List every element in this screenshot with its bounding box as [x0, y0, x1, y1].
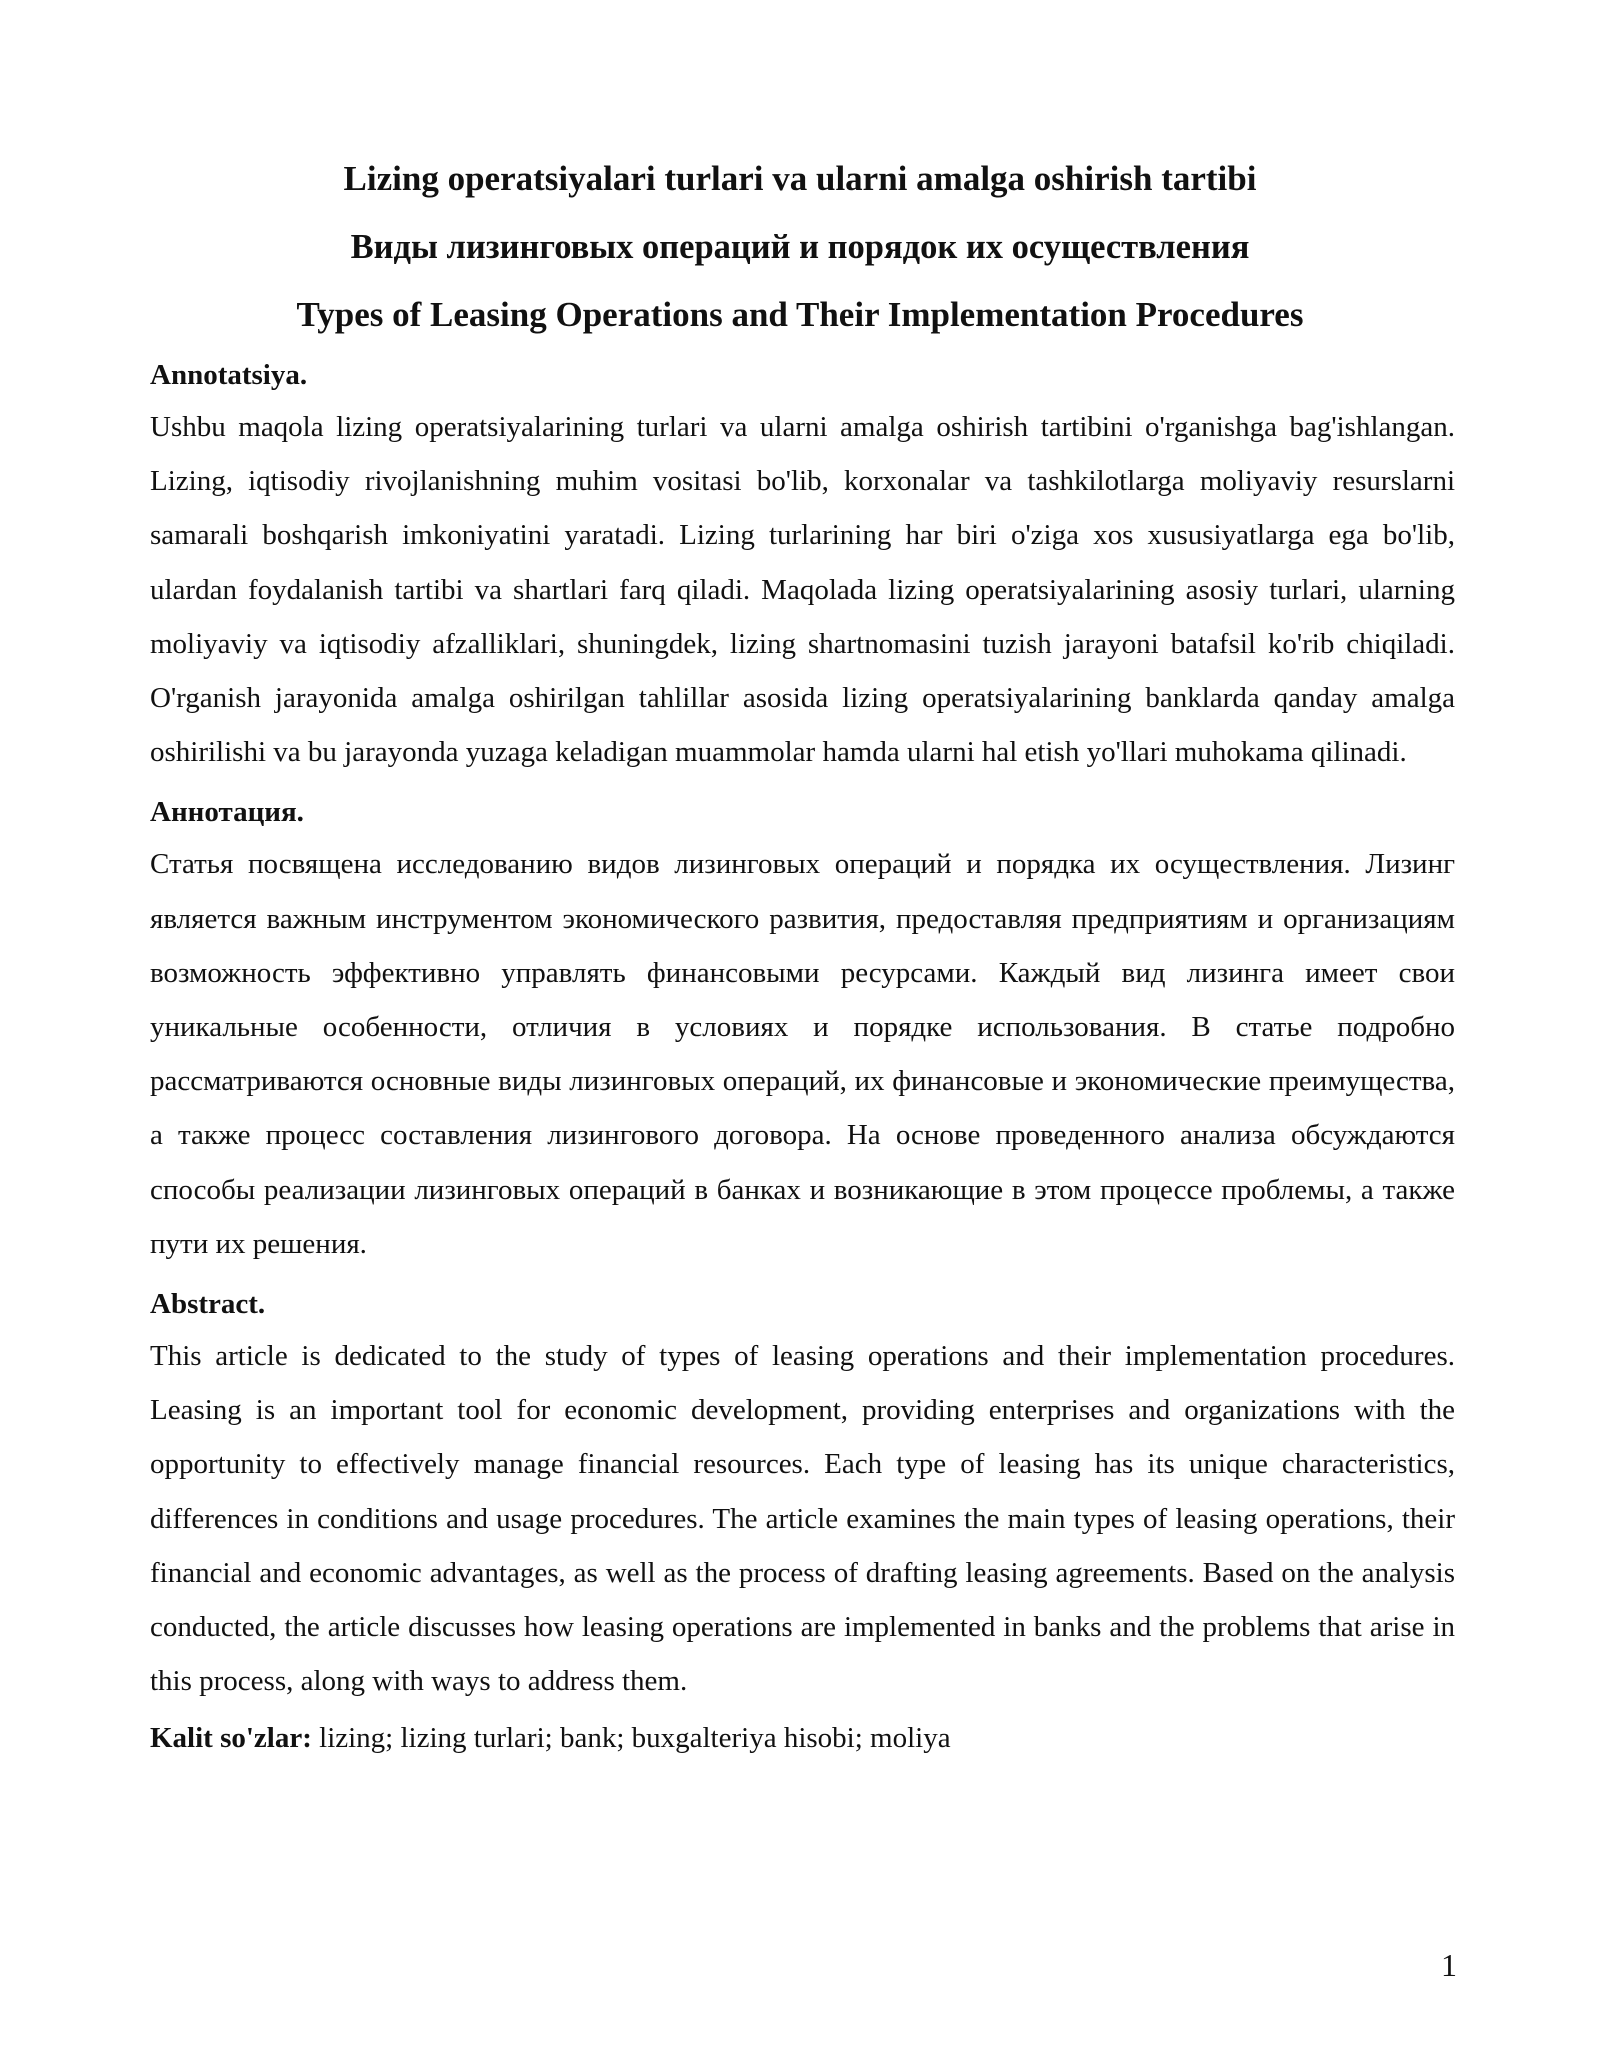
- title-russian: Виды лизинговых операций и порядок их осуществления: [350, 228, 1250, 266]
- keywords-label: Kalit so'zlar:: [150, 1722, 312, 1755]
- page-number: 1: [1441, 1947, 1457, 1983]
- title-uzbek: Lizing operatsiyalari turlari va ularni amalga oshirish tartibi: [343, 159, 1257, 198]
- abstract-english-text: This article is dedicated to the study of types of leasing operations and their implementation procedures. Leasing is an important tool for economic development, providing enterprises and organizations with the opportunity to effectively manage financial resources. Each type of leasing has its unique characteristics, differences in conditions and usage procedures. The article examines the main types of leasing operations, their financial and economic advantages, as well as the process of drafting leasing agreements. Based on the analysis conducted, the article discusses how leasing operations are implemented in banks and the problems that arise in this process, along with ways to address them.: [150, 1340, 1455, 1698]
- keywords-list: lizing; lizing turlari; bank; buxgalteriya hisobi; moliya: [311, 1722, 951, 1755]
- abstract-uzbek-heading: Annotatsiya.: [150, 359, 308, 391]
- abstract-russian-heading: Аннотация.: [150, 796, 304, 829]
- title-english: Types of Leasing Operations and Their Implementation Procedures: [296, 295, 1304, 334]
- abstract-uzbek-section: [150, 355, 1455, 779]
- abstract-russian-section: [150, 792, 1455, 1271]
- abstract-russian-text: Статья посвящена исследованию видов лизинговых операций и порядка их осуществления. Лизинг является важным инструментом экономического развития, предоставляя предприятиям и организациям возможность эффективно управлять финансовыми ресурсами. Каждый вид лизинга имеет свои уникальные особенности, отличия в условиях и порядке использования. В статье подробно рассматриваются основные виды лизинговых операций, их финансовые и экономические преимущества, а также процесс составления лизингового договора. На основе проведенного анализа обсуждаются способы реализации лизинговых операций в банках и возникающие в этом процессе проблемы, а также пути их решения.: [150, 848, 1455, 1260]
- abstracts-body: [150, 355, 1455, 1758]
- abstract-english-heading: Abstract.: [150, 1288, 266, 1321]
- abstract-uzbek-text: Ushbu maqola lizing operatsiyalarining turlari va ularni amalga oshirish tartibini o'rganishga bag'ishlangan. Lizing, iqtisodiy rivojlanishning muhim vositasi bo'lib, korxonalar va tashkilotlarga moliyaviy resurslarni samarali boshqarish imkoniyatini yaratadi. Lizing turlarining har biri o'ziga xos xususiyatlarga ega bo'lib, ulardan foydalanish tartibi va shartlari farq qiladi. Maqolada lizing operatsiyalarining asosiy turlari, ularning moliyaviy va iqtisodiy afzalliklari, shuningdek, lizing shartnomasini tuzish jarayoni batafsil ko'rib chiqiladi. O'rganish jarayonida amalga oshirilgan tahlillar asosida lizing operatsiyalarining banklarda qanday amalga oshirilishi va bu jarayonda yuzaga keladigan muammolar hamda ularni hal etish yo'llari muhokama qilinadi.: [150, 411, 1455, 769]
- keywords-line: [150, 1718, 1455, 1758]
- abstract-english-section: [150, 1284, 1455, 1708]
- title-block: [0, 145, 1600, 349]
